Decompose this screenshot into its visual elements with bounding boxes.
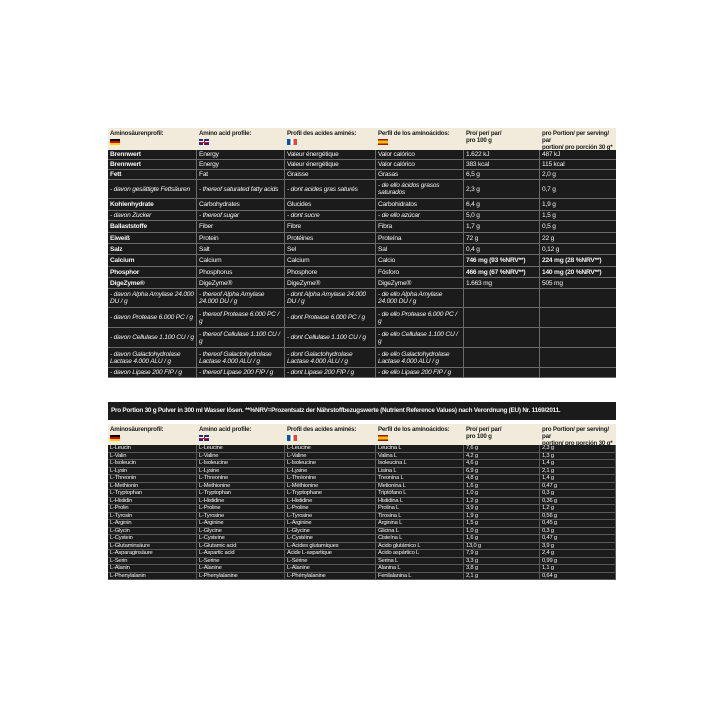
header-per100	[464, 128, 540, 150]
cell-es: Treonina L	[376, 475, 464, 482]
cell-de: L-Cystein	[108, 535, 197, 542]
cell-es: - de ello Alpha Amylase 24.000 DU / g	[376, 289, 464, 307]
amino-header-per100-line1: Pro/ per/ par/	[466, 426, 502, 433]
nutrition-row	[108, 221, 616, 233]
cell-en: L-Alanine	[197, 565, 285, 572]
cell-serving: 0,99 g	[540, 558, 616, 565]
uk-flag-icon	[199, 139, 209, 145]
amino-row	[108, 490, 616, 498]
cell-serving: 0,47 g	[540, 535, 616, 542]
cell-es: Proteína	[376, 233, 464, 243]
amino-row	[108, 498, 616, 506]
amino-header-per100	[464, 424, 540, 445]
amino-header-serving-line1: pro Portion/ per serving/ par	[542, 426, 609, 440]
cell-de: Salz	[108, 244, 197, 254]
cell-de: L-Valin	[108, 453, 197, 460]
cell-per100: 6,9 g	[464, 468, 540, 475]
cell-en: L-Isoleucine	[197, 460, 285, 467]
cell-en: - thereof Alpha Amylase 24.000 DU / g	[197, 289, 285, 307]
cell-serving: 0,7 g	[542, 185, 556, 193]
cell-es: Leucina L	[376, 445, 464, 452]
cell-de: L-Histidin	[108, 498, 197, 505]
cell-fr: Valeur énergétique	[285, 150, 376, 159]
cell-en: L-Serine	[197, 558, 285, 565]
cell-fr: Graisse	[285, 170, 376, 179]
cell-fr: L-Valine	[285, 453, 376, 460]
amino-row	[108, 528, 616, 536]
cell-serving	[540, 308, 616, 327]
cell-fr: L-Thréonine	[285, 475, 376, 482]
cell-serving: 1,9 g	[542, 201, 556, 208]
amino-row	[108, 453, 616, 461]
cell-serving: 0,5 g	[542, 223, 556, 230]
nutrition-row	[108, 244, 616, 255]
amino-row	[108, 505, 616, 513]
amino-header-per100-line2: pro 100 g	[466, 433, 492, 440]
cell-es: - de ello ácidos grasos saturados	[376, 180, 464, 198]
cell-en: L-Phenylalanine	[197, 573, 285, 580]
amino-row	[108, 460, 616, 468]
header-serving-line1: pro Portion/ per serving/ par	[542, 130, 609, 144]
amino-row	[108, 445, 616, 453]
header-de	[108, 128, 197, 150]
cell-en: L-Arginine	[197, 520, 285, 527]
cell-per100: 4,6 g	[464, 460, 540, 467]
cell-serving: 0,36 g	[540, 498, 616, 505]
cell-fr: Glucides	[285, 199, 376, 210]
nutrition-row	[108, 348, 616, 368]
cell-de: Fett	[108, 170, 197, 179]
cell-en: - thereof Galactohydrolase Lactase 4.000 ALU / g	[197, 348, 285, 367]
cell-de: DigeZyme®	[108, 278, 197, 288]
cell-fr: DigeZyme®	[285, 278, 376, 288]
amino-acid-table	[108, 424, 616, 580]
cell-fr: Calcium	[285, 255, 376, 266]
cell-en: L-Tryptophan	[197, 490, 285, 497]
amino-header-de	[108, 424, 197, 445]
cell-serving	[540, 289, 616, 307]
cell-serving: 2,1 g	[540, 468, 616, 475]
cell-per100: 1,0 g	[464, 490, 540, 497]
header-es	[376, 128, 464, 150]
cell-es: Valor calórico	[376, 160, 464, 169]
cell-per100: 1,0 g	[464, 528, 540, 535]
amino-header-de-label: Aminosäurenprofil:	[110, 426, 164, 433]
cell-per100: 0,4 g	[464, 244, 540, 254]
cell-en: Fiber	[197, 221, 285, 232]
nutrition-row	[108, 170, 616, 180]
amino-row	[108, 520, 616, 528]
nutrition-row	[108, 368, 616, 378]
cell-es: Lisina L	[376, 468, 464, 475]
cell-per100: 383 kcal	[464, 160, 540, 169]
cell-es: Fibra	[376, 221, 464, 232]
nutrition-row	[108, 211, 616, 221]
header-fr	[285, 128, 376, 150]
cell-serving: 224 mg (28 %NRV**)	[542, 257, 602, 264]
cell-es: - de ello Protease 6.000 PC / g	[376, 308, 464, 327]
cell-serving	[540, 328, 616, 347]
cell-per100: 2,1 g	[464, 573, 540, 580]
german-flag-icon	[110, 435, 120, 441]
cell-en: Fat	[197, 170, 285, 179]
nutrition-row	[108, 278, 616, 289]
cell-de: L-Glutaminsäure	[108, 543, 197, 550]
cell-serving	[540, 368, 616, 377]
cell-es: - de ello Cellulase 1.100 CU / g	[376, 328, 464, 347]
cell-es: Tirosina L	[376, 513, 464, 520]
amino-row	[108, 468, 616, 476]
cell-fr: L-Cystéine	[285, 535, 376, 542]
cell-per100: 1,5 g	[464, 520, 540, 527]
cell-en: L-Methionine	[197, 483, 285, 490]
cell-de: L-Leucin	[108, 445, 197, 452]
amino-row	[108, 558, 616, 566]
cell-es: Arginina L	[376, 520, 464, 527]
cell-serving: 22 g	[542, 234, 555, 242]
cell-serving: 0,47 g	[540, 483, 616, 490]
cell-fr: L-Tryptophane	[285, 490, 376, 497]
cell-es: Ácido glutámico L	[376, 543, 464, 550]
cell-en: L-Glycine	[197, 528, 285, 535]
cell-es: - de ello Galactohydrolase Lactase 4.000 ALU / g	[376, 348, 464, 367]
cell-fr: Protéines	[285, 233, 376, 243]
cell-per100: 2,3 g	[464, 180, 540, 198]
cell-fr: Sel	[285, 244, 376, 254]
cell-per100: 72 g	[464, 233, 540, 243]
nutrition-row	[108, 180, 616, 199]
cell-en: L-Threonine	[197, 475, 285, 482]
cell-fr: L-Phénylalanine	[285, 573, 376, 580]
uk-flag-icon	[199, 435, 209, 441]
amino-row	[108, 543, 616, 551]
nutrition-row	[108, 255, 616, 267]
cell-per100: 4,8 g	[464, 475, 540, 482]
cell-es: Cisteína L	[376, 535, 464, 542]
cell-fr: - dont Lipase 200 FIP / g	[285, 368, 376, 377]
cell-de: L-Asparaginsäure	[108, 550, 197, 557]
cell-fr: Acide L-aspartique	[285, 550, 376, 557]
german-flag-icon	[110, 139, 120, 145]
header-fr-label: Profil des acides aminés:	[287, 130, 357, 137]
amino-row	[108, 573, 616, 581]
amino-header-serving	[540, 424, 616, 445]
cell-es: DigeZyme®	[376, 278, 464, 288]
cell-fr: L-Alanine	[285, 565, 376, 572]
cell-de: L-Isoleucin	[108, 460, 197, 467]
cell-de: L-Lysin	[108, 468, 197, 475]
nutrition-row	[108, 160, 616, 170]
nutrition-table	[108, 128, 616, 378]
cell-es: Histidina L	[376, 498, 464, 505]
cell-per100: 6,5 g	[464, 170, 540, 179]
serving-note: Pro Portion 30 g Pulver in 300 ml Wasser lösen. **%NRV=Prozentsatz der Nährstoffbezugswerte (Nutrient Reference Values) nach Verordnung (EU) Nr. 1169/2011.	[108, 402, 616, 420]
header-en	[197, 128, 285, 150]
cell-de: L-Prolin	[108, 505, 197, 512]
cell-per100: 13,0 g	[464, 543, 540, 550]
amino-header-es-label: Perfil de los aminoácidos:	[378, 426, 450, 433]
cell-serving: 0,3 g	[540, 528, 616, 535]
cell-serving: 487 kJ	[542, 151, 561, 158]
cell-fr: - dont Galactohydrolase Lactase 4.000 ALU / g	[285, 348, 376, 367]
french-flag-icon	[287, 435, 297, 441]
header-es-label: Perfil de los aminoácidos:	[378, 130, 450, 137]
cell-per100	[464, 368, 540, 377]
cell-de: L-Methionin	[108, 483, 197, 490]
spanish-flag-icon	[378, 139, 388, 145]
cell-de: Phosphor	[108, 267, 197, 277]
cell-serving: 115 kcal	[542, 161, 565, 168]
cell-en: - thereof Lipase 200 FIP / g	[197, 368, 285, 377]
cell-en: - thereof Protease 6.000 PC / g	[197, 308, 285, 327]
cell-en: L-Glutamic acid	[197, 543, 285, 550]
cell-fr: L-Acides glutamiques	[285, 543, 376, 550]
amino-header-fr-label: Profil des acides aminés:	[287, 426, 357, 433]
cell-fr: L-Proline	[285, 505, 376, 512]
cell-serving: 3,9 g	[540, 543, 616, 550]
cell-es: Isoleucina L	[376, 460, 464, 467]
cell-per100: 6,4 g	[464, 199, 540, 210]
cell-de: Kohlenhydrate	[108, 199, 197, 210]
cell-serving: 1,1 g	[540, 565, 616, 572]
cell-es: Valor calórico	[376, 150, 464, 159]
cell-fr: L-Isoleucine	[285, 460, 376, 467]
cell-en: Protein	[197, 233, 285, 243]
cell-fr: L-Tyrosine	[285, 513, 376, 520]
cell-en: L-Leucine	[197, 445, 285, 452]
cell-es: Calcio	[376, 255, 464, 266]
cell-de: L-Glycin	[108, 528, 197, 535]
cell-serving: 505 mg	[542, 279, 563, 287]
cell-serving: 1,4 g	[540, 475, 616, 482]
cell-de: L-Threonin	[108, 475, 197, 482]
cell-fr: - dont sucre	[285, 211, 376, 220]
cell-serving: 0,45 g	[540, 520, 616, 527]
nutrition-row	[108, 233, 616, 244]
cell-per100: 1.622 kJ	[464, 150, 540, 159]
cell-de: L-Alanin	[108, 565, 197, 572]
cell-de: L-Serin	[108, 558, 197, 565]
cell-de: - davon Alpha Amylase 24.000 DU / g	[108, 289, 197, 307]
cell-es: - de ello Lipase 200 FIP / g	[376, 368, 464, 377]
cell-serving: 140 mg (20 %NRV**)	[542, 268, 602, 276]
cell-fr: Valeur énergétique	[285, 160, 376, 169]
cell-en: Calcium	[197, 255, 285, 266]
cell-per100: 1,2 g	[464, 498, 540, 505]
amino-header-es	[376, 424, 464, 445]
cell-fr: Fibre	[285, 221, 376, 232]
french-flag-icon	[287, 139, 297, 145]
cell-en: Phosphorus	[197, 267, 285, 277]
cell-fr: L-Glycine	[285, 528, 376, 535]
cell-per100: 1,6 g	[464, 483, 540, 490]
cell-es: Grasas	[376, 170, 464, 179]
cell-serving: 0,64 g	[540, 573, 616, 580]
cell-en: Energy	[197, 150, 285, 159]
nutrition-table-header	[108, 128, 616, 150]
cell-per100: 7,9 g	[464, 550, 540, 557]
cell-en: L-Aspartic acid	[197, 550, 285, 557]
cell-fr: - dont Cellulase 1.100 CU / g	[285, 328, 376, 347]
cell-serving: 2,4 g	[540, 550, 616, 557]
cell-fr: L-Arginine	[285, 520, 376, 527]
cell-en: L-Cysteine	[197, 535, 285, 542]
cell-per100: 3,3 g	[464, 558, 540, 565]
cell-es: Alanina L	[376, 565, 464, 572]
cell-en: L-Valine	[197, 453, 285, 460]
cell-per100	[464, 308, 540, 327]
cell-de: - davon Lipase 200 FIP / g	[108, 368, 197, 377]
cell-de: - davon Galactohydrolase Lactase 4.000 ALU / g	[108, 348, 197, 367]
amino-table-header	[108, 424, 616, 445]
cell-serving	[540, 348, 616, 367]
header-per100-line2: pro 100 g	[466, 137, 492, 144]
header-serving-line2: portion/ pro porción 30 g*	[542, 144, 613, 151]
cell-per100: 4,2 g	[464, 453, 540, 460]
nutrition-row	[108, 289, 616, 308]
amino-row	[108, 565, 616, 573]
cell-es: Ácido aspártico L	[376, 550, 464, 557]
cell-de: Brennwert	[108, 150, 197, 159]
cell-fr: L-Histidine	[285, 498, 376, 505]
cell-en: Salt	[197, 244, 285, 254]
nutrition-row	[108, 150, 616, 160]
cell-de: - davon Cellulase 1.100 CU / g	[108, 328, 197, 347]
cell-per100: 1,9 g	[464, 513, 540, 520]
amino-row	[108, 475, 616, 483]
amino-header-serving-line2: portion/ pro porción 30 g*	[542, 440, 613, 447]
cell-fr: L-Sérine	[285, 558, 376, 565]
header-per100-line1: Pro/ per/ par/	[466, 130, 502, 137]
cell-es: Metionina L	[376, 483, 464, 490]
cell-serving: 0,3 g	[540, 490, 616, 497]
cell-es: Glicina L	[376, 528, 464, 535]
cell-fr: - dont Protease 6.000 PC / g	[285, 308, 376, 327]
cell-de: - davon Protease 6.000 PC / g	[108, 308, 197, 327]
spanish-flag-icon	[378, 435, 388, 441]
cell-per100	[464, 289, 540, 307]
amino-table-body	[108, 445, 616, 580]
cell-serving: 1,2 g	[540, 505, 616, 512]
cell-es: Fósforo	[376, 267, 464, 277]
header-serving	[540, 128, 616, 150]
nutrition-row	[108, 328, 616, 348]
cell-fr: L-Leucine	[285, 445, 376, 452]
nutrition-row	[108, 199, 616, 211]
cell-serving: 2,3 g	[540, 445, 616, 452]
cell-de: L-Arginin	[108, 520, 197, 527]
cell-de: Calcium	[108, 255, 197, 266]
cell-fr: - dont acides gras saturés	[285, 180, 376, 198]
cell-per100: 5,0 g	[464, 211, 540, 220]
cell-de: L-Tyrosin	[108, 513, 197, 520]
cell-en: L-Histidine	[197, 498, 285, 505]
nutrition-row	[108, 267, 616, 278]
cell-per100: 746 mg (93 %NRV**)	[464, 255, 540, 266]
amino-header-en-label: Amino acid profile:	[199, 426, 252, 433]
cell-de: Ballaststoffe	[108, 221, 197, 232]
cell-es: Serina L	[376, 558, 464, 565]
cell-per100	[464, 348, 540, 367]
cell-en: Carbohydrates	[197, 199, 285, 210]
cell-es: Triptófano L	[376, 490, 464, 497]
nutrition-table-body	[108, 150, 616, 378]
cell-es: Fenilalanina L	[376, 573, 464, 580]
cell-de: Eiweiß	[108, 233, 197, 243]
cell-serving: 0,12 g	[542, 245, 560, 253]
cell-serving: 0,56 g	[540, 513, 616, 520]
cell-en: - thereof saturated fatty acids	[197, 180, 285, 198]
amino-header-en	[197, 424, 285, 445]
amino-row	[108, 535, 616, 543]
cell-en: - thereof Cellulase 1.100 CU / g	[197, 328, 285, 347]
cell-de: Brennwert	[108, 160, 197, 169]
cell-per100: 1,7 g	[464, 221, 540, 232]
cell-fr: Phosphore	[285, 267, 376, 277]
amino-row	[108, 550, 616, 558]
cell-es: - de ello azúcar	[376, 211, 464, 220]
amino-header-fr	[285, 424, 376, 445]
cell-es: Carbohidratos	[376, 199, 464, 210]
cell-per100: 3,9 g	[464, 505, 540, 512]
header-de-label: Aminosäurenprofil:	[110, 130, 164, 137]
cell-serving: 1,4 g	[540, 460, 616, 467]
cell-fr: L-Méthionine	[285, 483, 376, 490]
header-en-label: Amino acid profile:	[199, 130, 252, 137]
cell-de: - davon Zucker	[108, 211, 197, 220]
amino-row	[108, 513, 616, 521]
amino-row	[108, 483, 616, 491]
cell-fr: L-Lysine	[285, 468, 376, 475]
cell-en: - thereof sugar	[197, 211, 285, 220]
cell-en: L-Lysine	[197, 468, 285, 475]
cell-es: Valina L	[376, 453, 464, 460]
cell-de: - davon gesättigte Fettsäuren	[108, 180, 197, 198]
nutrition-row	[108, 308, 616, 328]
cell-en: DigeZyme®	[197, 278, 285, 288]
cell-per100: 7,6 g	[464, 445, 540, 452]
cell-de: L-Tryptophan	[108, 490, 197, 497]
cell-es: Sal	[376, 244, 464, 254]
cell-de: L-Phenylalanin	[108, 573, 197, 580]
cell-en: L-Proline	[197, 505, 285, 512]
cell-serving: 1,3 g	[540, 453, 616, 460]
cell-es: Prolina L	[376, 505, 464, 512]
cell-per100: 3,8 g	[464, 565, 540, 572]
cell-per100: 1,6 g	[464, 535, 540, 542]
cell-per100	[464, 328, 540, 347]
cell-per100: 1.663 mg	[464, 278, 540, 288]
cell-serving: 1,5 g	[542, 212, 556, 219]
cell-per100: 466 mg (67 %NRV**)	[464, 267, 540, 277]
cell-en: Energy	[197, 160, 285, 169]
cell-en: L-Tyrosine	[197, 513, 285, 520]
cell-serving: 2,0 g	[542, 171, 556, 178]
cell-fr: - dont Alpha Amylase 24.000 DU / g	[285, 289, 376, 307]
